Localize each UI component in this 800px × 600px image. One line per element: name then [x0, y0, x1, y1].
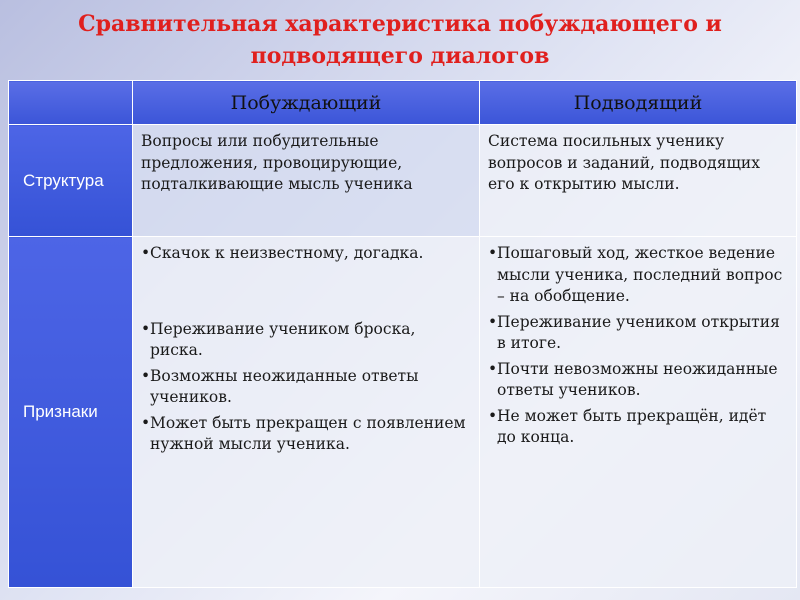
comparison-table — [8, 80, 797, 588]
structure-podvodyashchiy: Система посильных ученику вопросов и заданий, подводящих его к открытию мысли. — [480, 125, 797, 237]
list-item: • Пошаговый ход, жесткое ведение мысли ученика, последний вопрос – на обобщение. — [488, 243, 790, 308]
header-podvodyashchiy: Подводящий — [480, 81, 797, 125]
features-list-2 — [488, 243, 790, 449]
title-line-1: Сравнительная характеристика побуждающего и — [78, 11, 722, 37]
table-row-structure — [9, 125, 797, 237]
list-item: • Возможны неожиданные ответы учеников. — [141, 366, 473, 409]
row-label-features: Признаки — [9, 237, 133, 588]
list-item: • Не может быть прекращён, идёт до конца. — [488, 406, 790, 449]
row-label-structure: Структура — [9, 125, 133, 237]
list-spacer — [141, 269, 473, 319]
slide-title — [0, 8, 800, 72]
list-item: • Переживание учеником броска, риска. — [141, 319, 473, 362]
header-empty — [9, 81, 133, 125]
features-list-1 — [141, 243, 473, 456]
list-item: • Переживание учеником открытия в итоге. — [488, 312, 790, 355]
header-pobuzhdayushchiy: Побуждающий — [133, 81, 480, 125]
list-item: • Может быть прекращен с появлением нужной мысли ученика. — [141, 413, 473, 456]
list-item: • Почти невозможны неожиданные ответы учеников. — [488, 359, 790, 402]
structure-pobuzhdayushchiy: Вопросы или побудительные предложения, провоцирующие, подталкивающие мысль ученика — [133, 125, 480, 237]
list-item: • Скачок к неизвестному, догадка. — [141, 243, 473, 265]
features-pobuzhdayushchiy — [133, 237, 480, 588]
header-row — [9, 81, 797, 125]
title-line-2: подводящего диалогов — [250, 43, 550, 69]
table-row-features — [9, 237, 797, 588]
features-podvodyashchiy — [480, 237, 797, 588]
